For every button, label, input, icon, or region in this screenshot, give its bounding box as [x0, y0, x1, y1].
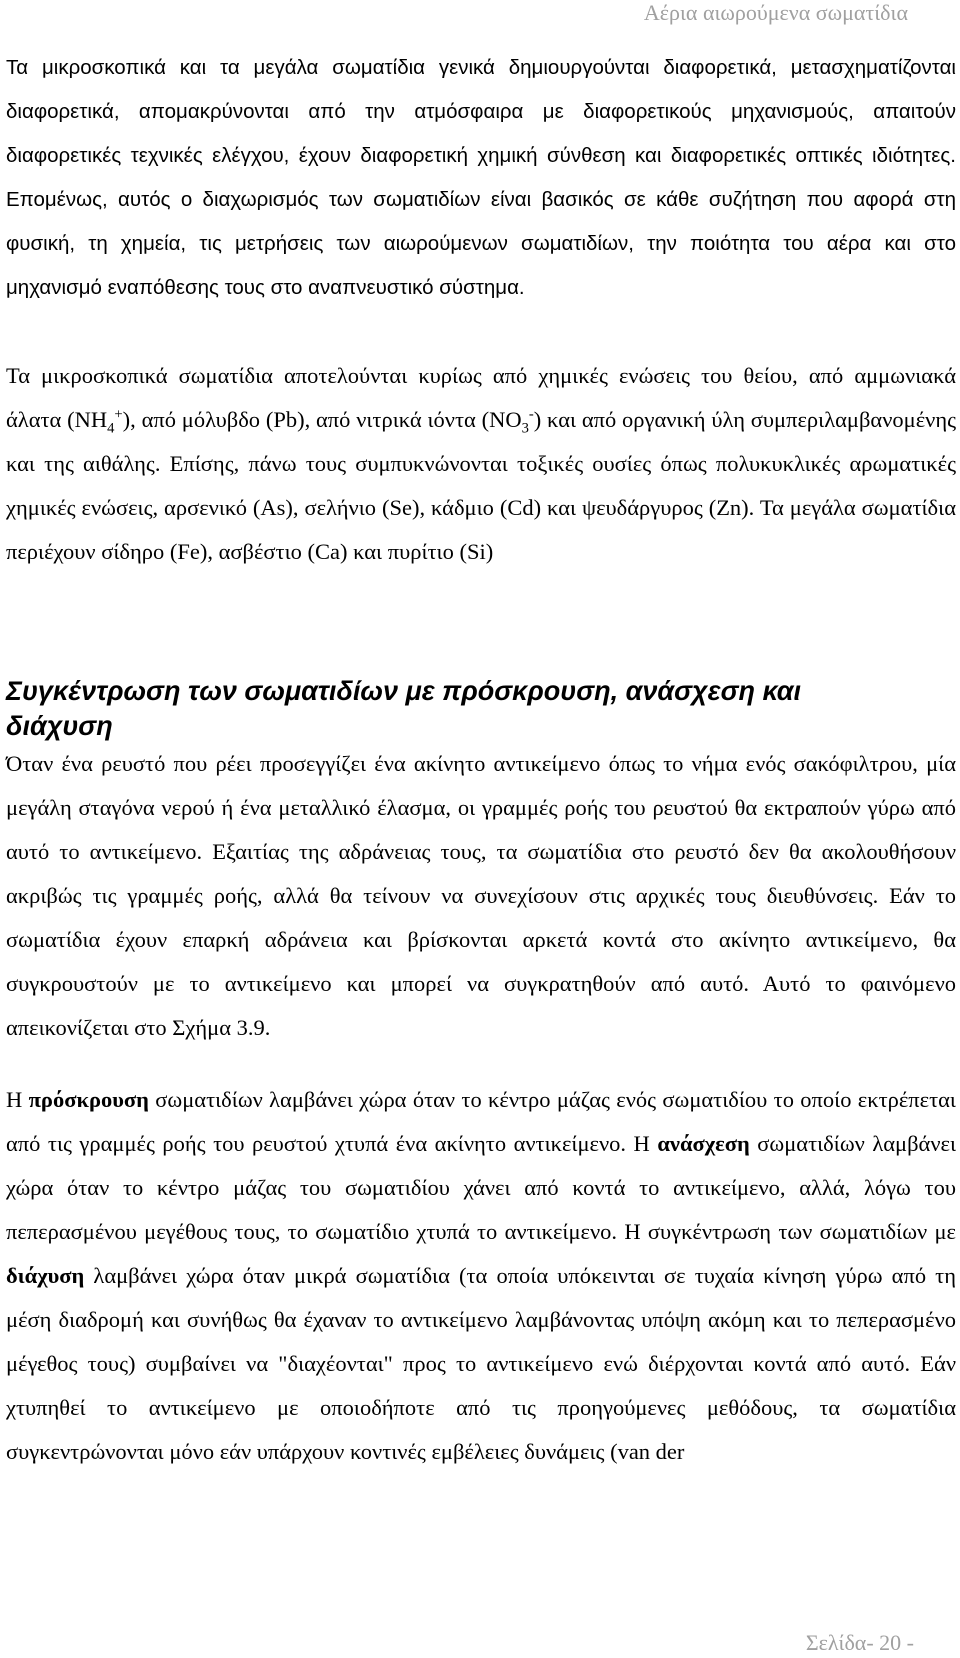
text-segment: σωματιδίων λαμβάνει χώρα όταν το κέντρο μάζας του σωματιδίου χάνει από κοντά το αντικείμενο, αλλά, λόγω του πεπερασμένου μεγέθους τους, το σωματίδιο χτυπά το αντικείμενο. Η συγκέντρωση των σωματιδίων με — [6, 1131, 956, 1244]
paragraph-impaction-intro — [6, 742, 960, 1050]
paragraph-text — [6, 1078, 956, 1474]
superscript: + — [114, 406, 123, 423]
text-segment: Τα μικροσκοπικά σωματίδια αποτελούνται κυρίως από χημικές ενώσεις του θείου, από αμμωνιακά άλατα (NH — [6, 363, 956, 432]
term-interception: ανάσχεση — [657, 1131, 750, 1156]
superscript: - — [528, 406, 534, 423]
term-diffusion: διάχυση — [6, 1263, 85, 1288]
text-segment: ), από μόλυβδο (Pb), από νιτρικά ιόντα (NO — [122, 407, 522, 432]
paragraph-text: Όταν ένα ρευστό που ρέει προσεγγίζει ένα ακίνητο αντικείμενο όπως το νήμα ενός σακόφιλτρου, μία μεγάλη σταγόνα νερού ή ένα μεταλλικό έλασμα, οι γραμμές ροής του ρευστού θα εκτραπούν γύρω από αυτό το αντικείμενο. Εξαιτίας της αδράνειας τους, τα σωματίδια στο ρευστό δεν θα ακολουθήσουν ακριβώς τις γραμμές ροής, αλλά θα τείνουν να συνεχίσουν στις αρχικές τους διευθύνσεις. Εάν το σωματίδια έχουν επαρκή αδράνεια και βρίσκονται αρκετά κοντά στο ακίνητο αντικείμενο, θα συγκρουστούν με το αντικείμενο και μπορεί να συγκρατηθούν από αυτό. Αυτό το φαινόμενο απεικονίζεται στο Σχήμα 3.9. — [6, 751, 956, 1040]
section-heading: Συγκέντρωση των σωματιδίων με πρόσκρουση, ανάσχεση και διάχυση — [6, 676, 801, 741]
subscript: 3 — [521, 420, 529, 437]
paragraph-particle-composition — [6, 354, 960, 574]
section-heading-container — [6, 674, 960, 744]
running-header: Αέρια αιωρούμενα σωματίδια — [643, 0, 908, 25]
paragraph-text — [6, 354, 956, 574]
text-segment: ) και από οργανική ύλη συμπεριλαμβανομένης και της αιθάλης. Επίσης, πάνω τους συμπυκνώνονται τοξικές ουσίες όπως πολυκυκλικές αρωματικές χημικές ενώσεις, αρσενικό (As), σελήνιο (Se), κάδμιο (Cd) και ψευδάργυρος (Zn). Τα μεγάλα σωματίδια περιέχουν σίδηρο (Fe), ασβέστιο (Ca) και πυρίτιο (Si) — [6, 407, 956, 564]
text-segment: σωματιδίων λαμβάνει χώρα όταν το κέντρο μάζας ενός σωματιδίου το οποίο εκτρέπεται από τις γραμμές ροής του ρευστού χτυπά ένα ακίνητο αντικείμενο. Η — [6, 1087, 956, 1156]
page-number: Σελίδα- 20 - — [805, 1630, 914, 1655]
paragraph-text: Τα μικροσκοπικά και τα μεγάλα σωματίδια γενικά δημιουργούνται διαφορετικά, μετασχηματίζονται διαφορετικά, απομακρύνονται από την ατμόσφαιρα με διαφορετικούς μηχανισμούς, απαιτούν διαφορετικές τεχνικές ελέγχου, έχουν διαφορετική χημική σύνθεση και διαφορετικές οπτικές ιδιότητες. Επομένως, αυτός ο διαχωρισμός των σωματιδίων είναι βασικός σε κάθε συζήτηση που αφορά στη φυσική, τη χημεία, τις μετρήσεις των αιωρούμενων σωματιδίων, την ποιότητα του αέρα και στο μηχανισμό εναπόθεσης τους στο αναπνευστικό σύστημα. — [6, 56, 956, 299]
term-impaction: πρόσκρουση — [28, 1087, 149, 1112]
paragraph-particle-differences — [6, 46, 960, 310]
text-segment: Η — [6, 1087, 29, 1112]
subscript: 4 — [107, 420, 115, 437]
text-segment: λαμβάνει χώρα όταν μικρά σωματίδια (τα οποία υπόκεινται σε τυχαία κίνηση γύρω από τη μέση διαδρομή και συνήθως θα έχαναν το αντικείμενο λαμβάνοντας υπόψη ακόμη και το πεπερασμένο μέγεθος τους) συμβαίνει να "διαχέονται" προς το αντικείμενο ενώ διέρχονται κοντά από αυτό. Εάν χτυπηθεί το αντικείμενο με οποιοδήποτε από τις προηγούμενες μεθόδους, τα σωματίδια συγκεντρώνονται μόνο εάν υπάρχουν κοντινές εμβέλειες δυνάμεις (van der — [6, 1263, 956, 1464]
paragraph-collection-mechanisms — [6, 1078, 960, 1474]
